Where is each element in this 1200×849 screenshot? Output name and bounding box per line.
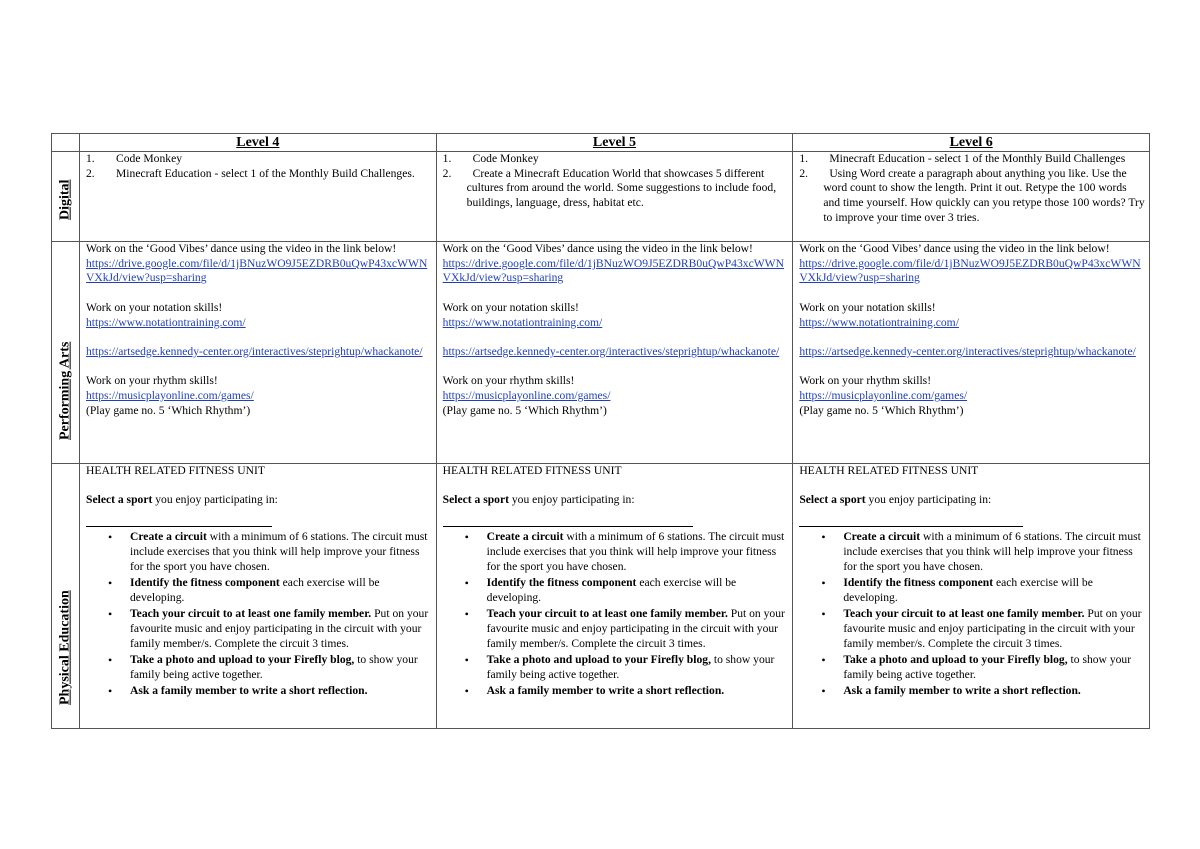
physical-education-label-cell xyxy=(52,464,80,729)
pe-task-list xyxy=(799,530,1145,699)
digital-label-cell xyxy=(52,152,80,242)
performing-arts-row xyxy=(52,242,1150,464)
list-item: • Teach your circuit to at least one family member. Put on your favourite music and enjoy participating in the circuit with your family member/s. Complete the circuit 3 times. xyxy=(843,607,1145,651)
list-item: • Identify the fitness component each exercise will be developing. xyxy=(843,576,1145,605)
kennedy-link-text: https://artsedge.kennedy-center.org/interactives/steprightup/whackanote/ xyxy=(442,344,780,358)
pe-task-list xyxy=(443,530,789,699)
digital-level-5 xyxy=(436,152,793,242)
rhythm-link[interactable]: https://musicplayonline.com/games/ xyxy=(442,388,611,402)
list-item: • Create a circuit with a minimum of 6 stations. The circuit must include exercises that you think will help improve your fitness for the sport you have chosen. xyxy=(487,530,789,574)
list-item: • Ask a family member to write a short reflection. xyxy=(487,684,789,699)
notation-intro: Work on your notation skills! xyxy=(442,300,579,314)
arts-level-5 xyxy=(436,242,793,464)
dance-video-link[interactable]: https://drive.google.com/file/d/1jBNuzWO9J5EZDRB0uQwP43xcWWNVXkJd/view?usp=sharing xyxy=(442,256,784,285)
notation-intro: Work on your notation skills! xyxy=(799,300,936,314)
rhythm-note: (Play game no. 5 ‘Which Rhythm’) xyxy=(799,403,964,417)
pe-heading: HEALTH RELATED FITNESS UNIT xyxy=(442,464,622,477)
digital-level-6 xyxy=(793,152,1150,242)
level-4-header: Level 4 xyxy=(80,134,437,152)
kennedy-link[interactable] xyxy=(799,345,1145,360)
kennedy-link-text: https://artsedge.kennedy-center.org/interactives/steprightup/whackanote/ xyxy=(86,344,423,358)
list-item: • Identify the fitness component each exercise will be developing. xyxy=(487,576,789,605)
list-item: • Take a photo and upload to your Firefly blog, to show your family being active together. xyxy=(487,653,789,682)
rhythm-note: (Play game no. 5 ‘Which Rhythm’) xyxy=(442,403,607,417)
list-item: 2. Minecraft Education - select 1 of the Monthly Build Challenges. xyxy=(86,166,415,180)
select-sport-text: Select a sport you enjoy participating in: xyxy=(442,493,635,507)
list-item: • Ask a family member to write a short reflection. xyxy=(843,684,1145,699)
rhythm-intro: Work on your rhythm skills! xyxy=(442,374,575,388)
rhythm-intro: Work on your rhythm skills! xyxy=(799,374,932,388)
notation-intro: Work on your notation skills! xyxy=(86,300,223,314)
rhythm-note: (Play game no. 5 ‘Which Rhythm’) xyxy=(86,403,251,417)
sport-answer-line xyxy=(86,512,272,527)
pe-level-4 xyxy=(80,464,437,729)
dance-intro: Work on the ‘Good Vibes’ dance using the video in the link below! xyxy=(442,242,753,255)
rhythm-intro: Work on your rhythm skills! xyxy=(86,374,218,388)
sport-answer-line xyxy=(799,512,1023,527)
physical-education-label: Physical Education xyxy=(57,590,73,706)
arts-level-6 xyxy=(793,242,1150,464)
physical-education-row xyxy=(52,464,1150,729)
notation-link[interactable]: https://www.notationtraining.com/ xyxy=(442,315,603,329)
activities-table xyxy=(51,133,1150,729)
list-item: • Teach your circuit to at least one family member. Put on your favourite music and enjoy participating in the circuit with your family member/s. Complete the circuit 3 times. xyxy=(130,607,432,651)
level-6-header: Level 6 xyxy=(793,134,1150,152)
select-sport-text: Select a sport you enjoy participating in: xyxy=(86,493,278,507)
list-item: 1. Minecraft Education - select 1 of the Monthly Build Challenges xyxy=(799,152,1126,165)
performing-arts-label-cell xyxy=(52,242,80,464)
pe-task-list xyxy=(86,530,432,699)
sport-answer-line xyxy=(443,512,693,527)
header-row xyxy=(52,134,1150,152)
pe-heading: HEALTH RELATED FITNESS UNIT xyxy=(86,464,265,477)
dance-intro: Work on the ‘Good Vibes’ dance using the video in the link below! xyxy=(799,242,1110,255)
rhythm-link[interactable]: https://musicplayonline.com/games/ xyxy=(799,388,968,402)
digital-label: Digital xyxy=(57,179,73,221)
pe-heading: HEALTH RELATED FITNESS UNIT xyxy=(799,464,979,477)
rhythm-link[interactable]: https://musicplayonline.com/games/ xyxy=(86,388,254,402)
list-item: • Take a photo and upload to your Firefly blog, to show your family being active together. xyxy=(843,653,1145,682)
notation-link[interactable]: https://www.notationtraining.com/ xyxy=(799,315,959,329)
list-item: • Teach your circuit to at least one family member. Put on your favourite music and enjoy participating in the circuit with your family member/s. Complete the circuit 3 times. xyxy=(487,607,789,651)
notation-link[interactable]: https://www.notationtraining.com/ xyxy=(86,315,246,329)
list-item: 2. Create a Minecraft Education World that showcases 5 different cultures from around the world. Some suggestions to include food, buildings, language, dress, habitat etc. xyxy=(442,166,777,210)
select-sport-text: Select a sport you enjoy participating in: xyxy=(799,493,992,507)
digital-row xyxy=(52,152,1150,242)
kennedy-link[interactable] xyxy=(443,345,789,360)
list-item: 1. Code Monkey xyxy=(86,152,183,165)
kennedy-link[interactable] xyxy=(86,345,432,360)
corner-cell xyxy=(52,134,80,152)
dance-video-link[interactable]: https://drive.google.com/file/d/1jBNuzWO9J5EZDRB0uQwP43xcWWNVXkJd/view?usp=sharing xyxy=(86,256,428,285)
digital-level-4 xyxy=(80,152,437,242)
level-5-header: Level 5 xyxy=(436,134,793,152)
list-item: • Ask a family member to write a short reflection. xyxy=(130,684,432,699)
list-item: 1. Code Monkey xyxy=(442,152,539,165)
list-item: • Take a photo and upload to your Firefly blog, to show your family being active together. xyxy=(130,653,432,682)
list-item: • Create a circuit with a minimum of 6 stations. The circuit must include exercises that you think will help improve your fitness for the sport you have chosen. xyxy=(843,530,1145,574)
digital-list xyxy=(443,152,789,211)
dance-intro: Work on the ‘Good Vibes’ dance using the video in the link below! xyxy=(86,242,397,255)
kennedy-link-text: https://artsedge.kennedy-center.org/interactives/steprightup/whackanote/ xyxy=(799,344,1136,358)
arts-level-4 xyxy=(80,242,437,464)
list-item: • Create a circuit with a minimum of 6 stations. The circuit must include exercises that you think will help improve your fitness for the sport you have chosen. xyxy=(130,530,432,574)
performing-arts-label: Performing Arts xyxy=(57,341,73,441)
digital-list xyxy=(799,152,1145,226)
dance-video-link[interactable]: https://drive.google.com/file/d/1jBNuzWO9J5EZDRB0uQwP43xcWWNVXkJd/view?usp=sharing xyxy=(799,256,1141,285)
pe-level-5 xyxy=(436,464,793,729)
digital-list xyxy=(86,152,432,181)
list-item: 2. Using Word create a paragraph about anything you like. Use the word count to show the length. Print it out. Retype the 100 words and time yourself. How quickly can you retype those 100 words? Try to improve your time over 3 tries. xyxy=(799,166,1145,224)
list-item: • Identify the fitness component each exercise will be developing. xyxy=(130,576,432,605)
pe-level-6 xyxy=(793,464,1150,729)
